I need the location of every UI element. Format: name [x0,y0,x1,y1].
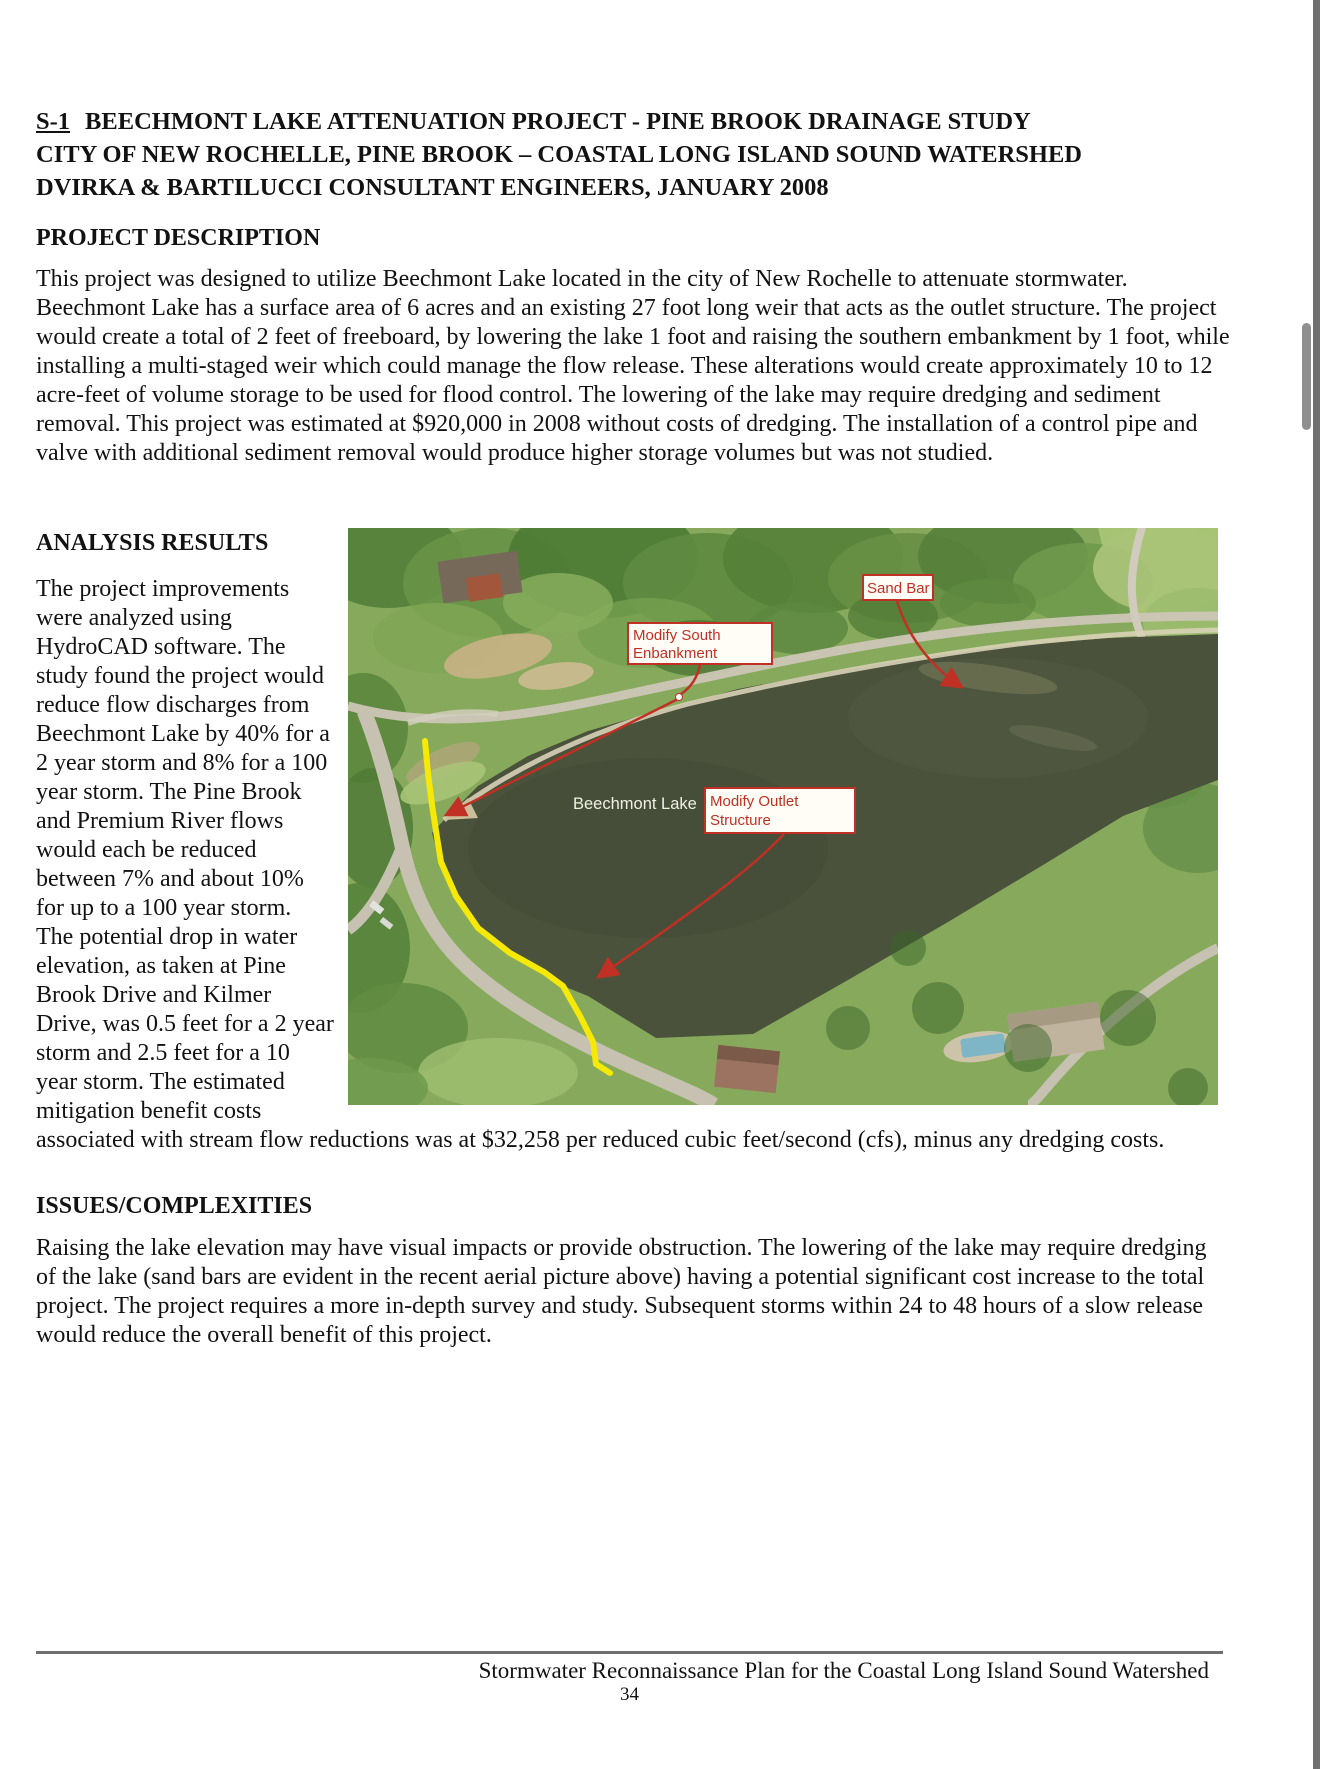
footer-title: Stormwater Reconnaissance Plan for the Coastal Long Island Sound Watershed [478,1658,1209,1683]
svg-text:Enbankment: Enbankment [633,645,718,662]
shore-marker-dot [676,694,683,701]
svg-text:Modify South: Modify South [633,627,721,644]
title-line-3: DVIRKA & BARTILUCCI CONSULTANT ENGINEERS, JANUARY 2008 [36,174,829,201]
scrollbar-thumb[interactable] [1302,323,1311,430]
svg-text:Structure: Structure [710,812,771,829]
project-description-heading: PROJECT DESCRIPTION [36,225,321,251]
lake-name-label: Beechmont Lake [573,795,697,813]
issues-complexities-text: Raising the lake elevation may have visual impacts or provide obstruction. The lowering of the lake may require dredging of the lake (sand bars are evident in the recent aerial picture above) having a potential significant cost increase to the total project. The project requires a more in-depth survey and study. Subsequent storms within 24 to 48 hours of a slow release would reduce the overall benefit of this project. [36,1235,1207,1348]
page-number: 34 [620,1684,639,1705]
title-line-1-text: BEECHMONT LAKE ATTENUATION PROJECT - PINE BROOK DRAINAGE STUDY [85,108,1031,135]
label-modify-outlet-structure [705,788,855,833]
page-title [36,105,1231,204]
svg-text:Modify Outlet: Modify Outlet [710,793,799,810]
title-ref: S-1 [36,108,71,135]
aerial-photo [348,528,1218,1105]
svg-text:Sand Bar: Sand Bar [867,580,930,597]
project-description-text: This project was designed to utilize Beechmont Lake located in the city of New Rochelle to attenuate stormwater. Beechmont Lake has a surface area of 6 acres and an existing 27 foot long weir that acts as the outlet structure. The project would create a total of 2 feet of freeboard, by lowering the lake 1 foot and raising the southern embankment by 1 foot, while installing a multi-staged weir which could manage the flow release. These alterations would create approximately 10 to 12 acre-feet of volume storage to be used for flood control. The lowering of the lake may require dredging and sediment removal. This project was estimated at $920,000 in 2008 without costs of dredging. The installation of a control pipe and valve with additional sediment removal would produce higher storage volumes but was not studied. [36,266,1230,466]
label-sand-bar [863,575,933,600]
analysis-results-text: The project improvements were analyzed using HydroCAD software. The study found the project would reduce flow discharges from Beechmont Lake by 40% for a 2 year storm and 8% for a 100 year storm. The Pine Brook and Premium River flows would each be reduced between 7% and about 10% for up to a 100 year storm. The potential drop in water elevation, as taken at Pine Brook Drive and Kilmer Drive, was 0.5 feet for a 2 year storm and 2.5 feet for a 10 year storm. The estimated mitigation benefit costs associated with stream flow reductions was at $32,258 per reduced cubic feet/second (cfs), minus any dredging costs. [36,576,1165,1153]
analysis-results-section [36,528,1231,1155]
title-line-1 [36,105,1231,138]
title-line-2: CITY OF NEW ROCHELLE, PINE BROOK – COASTAL LONG ISLAND SOUND WATERSHED [36,141,1082,168]
window-edge [1313,0,1320,1769]
issues-complexities-heading: ISSUES/COMPLEXITIES [36,1193,313,1219]
label-modify-south-embankment [628,623,772,664]
document-content [0,105,1320,1350]
page-footer [36,1651,1223,1706]
aerial-photo-image [348,528,1218,1105]
analysis-results-heading: ANALYSIS RESULTS [36,530,269,556]
